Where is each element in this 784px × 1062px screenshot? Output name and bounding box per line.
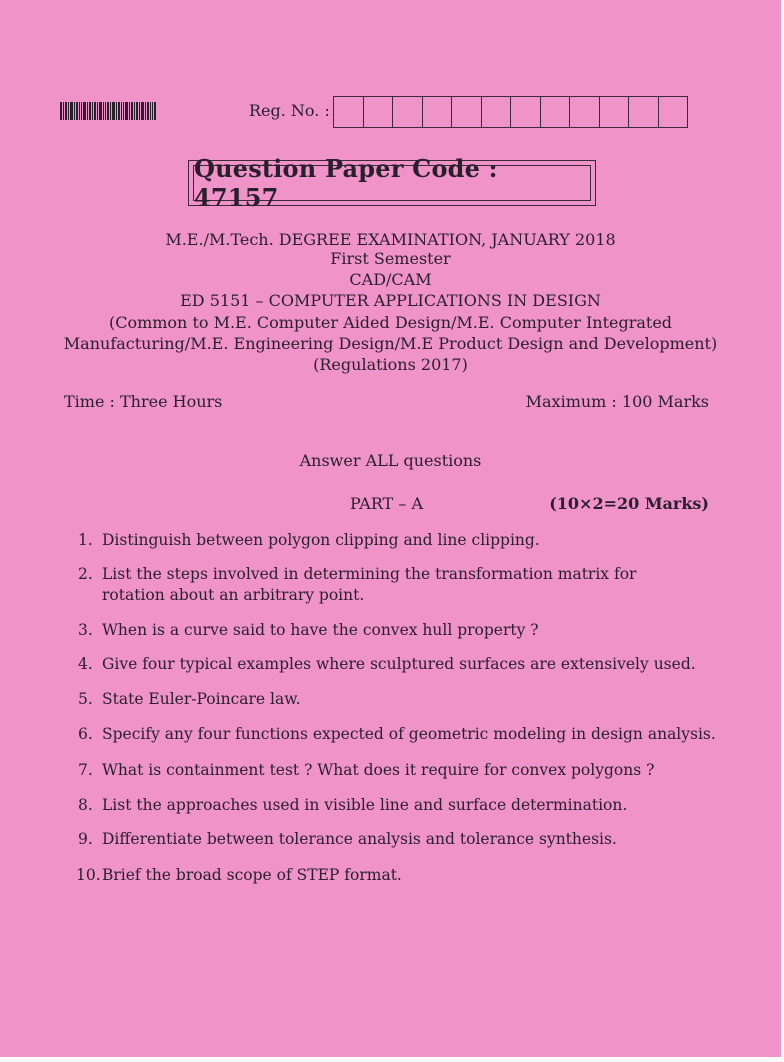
reg-no-box[interactable]: [541, 97, 571, 127]
question-number: 10.: [76, 866, 101, 884]
question-number: 8.: [78, 796, 93, 814]
question-text: What is containment test ? What does it require for convex polygons ?: [102, 761, 655, 779]
question-number: 1.: [78, 531, 93, 549]
reg-no-box[interactable]: [629, 97, 659, 127]
instruction-line: Answer ALL questions: [299, 451, 482, 470]
reg-no-box[interactable]: [482, 97, 512, 127]
regulations-line: (Regulations 2017): [313, 355, 468, 374]
reg-no-box[interactable]: [570, 97, 600, 127]
question-number: 3.: [78, 621, 93, 639]
question-item: [78, 689, 301, 710]
reg-no-box[interactable]: [334, 97, 364, 127]
question-text: List the steps involved in determining the transformation matrix for rotation about an arbitrary point.: [102, 565, 637, 604]
reg-no-label: Reg. No. :: [249, 101, 330, 120]
question-number: 6.: [78, 725, 93, 743]
degree-line: M.E./M.Tech. DEGREE EXAMINATION, JANUARY 2018: [165, 230, 616, 249]
maximum-marks: Maximum : 100 Marks: [525, 392, 709, 411]
question-item: [78, 530, 540, 551]
common-line-1: (Common to M.E. Computer Aided Design/M.E. Computer Integrated: [108, 313, 673, 332]
subject-line: ED 5151 – COMPUTER APPLICATIONS IN DESIGN: [180, 291, 601, 310]
question-item: [78, 760, 654, 781]
question-item: [78, 654, 696, 675]
scan-edge: [0, 1057, 784, 1062]
question-text: Specify any four functions expected of geometric modeling in design analysis.: [102, 725, 716, 743]
question-item: [78, 795, 627, 816]
reg-no-box[interactable]: [600, 97, 630, 127]
reg-no-boxes[interactable]: [333, 96, 688, 128]
question-number: 9.: [78, 830, 93, 848]
question-text: When is a curve said to have the convex hull property ?: [102, 621, 539, 639]
branch-line: CAD/CAM: [349, 270, 432, 289]
time-duration: Time : Three Hours: [64, 392, 223, 411]
question-text: State Euler-Poincare law.: [102, 690, 301, 708]
question-number: 7.: [78, 761, 93, 779]
common-line-2: Manufacturing/M.E. Engineering Design/M.E Product Design and Development): [63, 334, 718, 353]
question-item: [78, 620, 539, 641]
question-text: Give four typical examples where sculptured surfaces are extensively used.: [102, 655, 696, 673]
question-text: Distinguish between polygon clipping and line clipping.: [102, 531, 540, 549]
question-item: [78, 724, 716, 745]
question-text: Differentiate between tolerance analysis and tolerance synthesis.: [102, 830, 617, 848]
question-text: List the approaches used in visible line and surface determination.: [102, 796, 628, 814]
barcode-image: [60, 102, 156, 120]
reg-no-box[interactable]: [452, 97, 482, 127]
reg-no-box[interactable]: [364, 97, 394, 127]
question-item: [78, 829, 617, 850]
reg-no-box[interactable]: [511, 97, 541, 127]
question-paper-code: Question Paper Code : 47157: [193, 165, 591, 201]
part-marks: (10×2=20 Marks): [549, 494, 709, 513]
question-text: Brief the broad scope of STEP format.: [102, 866, 402, 884]
reg-no-box[interactable]: [393, 97, 423, 127]
question-number: 2.: [78, 565, 93, 583]
question-number: 4.: [78, 655, 93, 673]
reg-no-box[interactable]: [659, 97, 689, 127]
part-label: PART – A: [350, 494, 424, 513]
question-item: [78, 564, 698, 606]
question-number: 5.: [78, 690, 93, 708]
question-paper-code-box: [188, 154, 596, 212]
question-item: [76, 865, 402, 886]
semester-line: First Semester: [330, 249, 451, 268]
reg-no-box[interactable]: [423, 97, 453, 127]
